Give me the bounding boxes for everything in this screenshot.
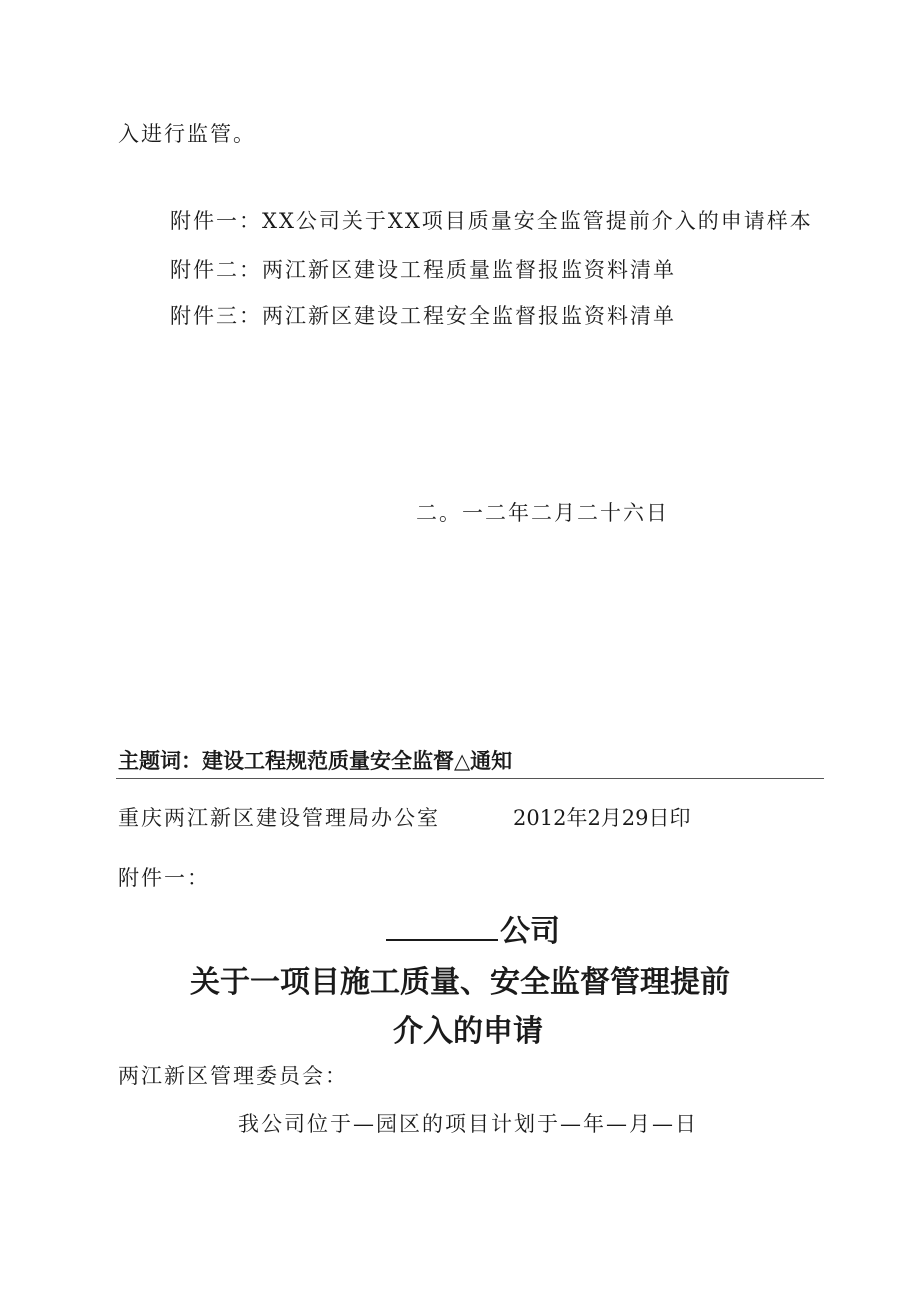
attachment-item-3: 附件三：两江新区建设工程安全监督报监资料清单 xyxy=(170,304,676,328)
print-date: 2012年2月29日印 xyxy=(513,806,691,830)
annex-title-line2: 关于一项目施工质量、安全监督管理提前 xyxy=(190,965,730,1000)
keywords-divider xyxy=(116,778,824,779)
top-continuation-text: 入进行监管。 xyxy=(118,122,256,146)
attachment-item-1: 附件一：XX公司关于XX项目质量安全监管提前介入的申请样本 xyxy=(170,209,813,233)
company-name-blank xyxy=(386,913,498,941)
addressee: 两江新区管理委员会： xyxy=(118,1064,348,1088)
annex-title-company xyxy=(386,906,560,950)
annex-label: 附件一： xyxy=(118,866,210,890)
issue-date: 二。一二年二月二十六日 xyxy=(416,501,669,525)
annex-title-line3: 介入的申请 xyxy=(393,1014,543,1049)
annex-title-company-text: 公司 xyxy=(500,914,560,949)
subject-keywords: 主题词：建设工程规范质量安全监督△通知 xyxy=(118,749,513,773)
issuing-office: 重庆两江新区建设管理局办公室 xyxy=(118,806,440,830)
attachment-item-2: 附件二：两江新区建设工程质量监督报监资料清单 xyxy=(170,258,676,282)
body-paragraph-start: 我公司位于—园区的项目计划于—年—月—日 xyxy=(238,1112,698,1136)
